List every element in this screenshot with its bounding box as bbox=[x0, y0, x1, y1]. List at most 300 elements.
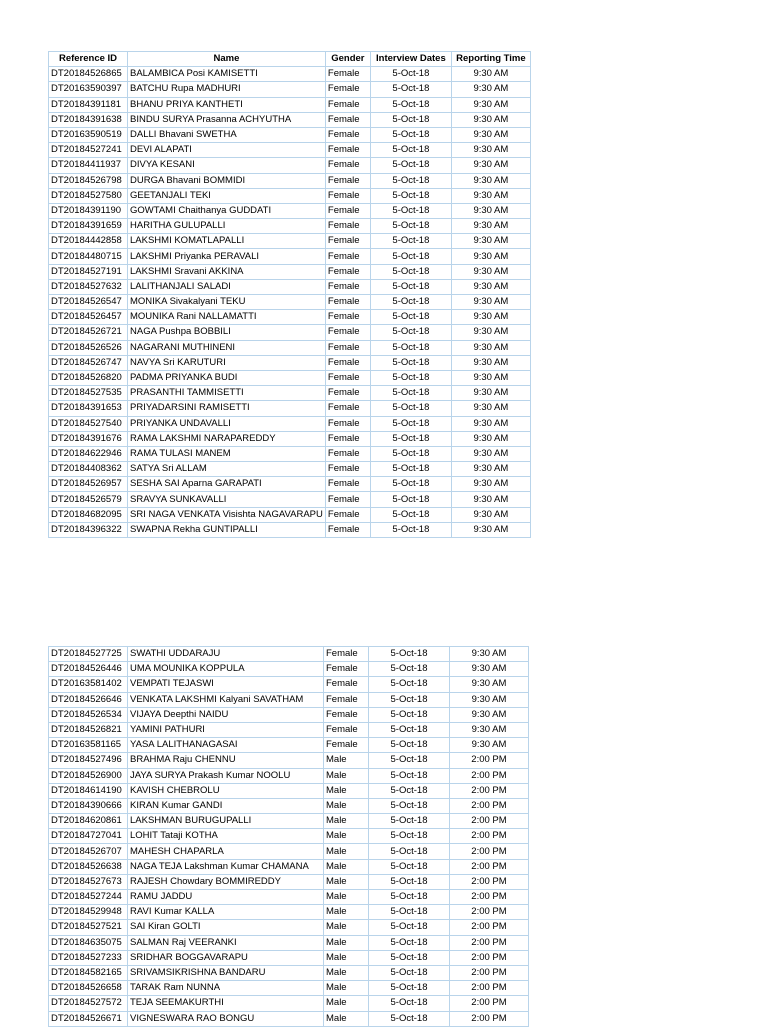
cell-reference-id: DT20184527244 bbox=[49, 890, 128, 905]
cell-gender: Female bbox=[325, 477, 370, 492]
table-row bbox=[49, 279, 531, 294]
cell-interview-date: 5-Oct-18 bbox=[369, 844, 450, 859]
cell-reporting-time: 9:30 AM bbox=[450, 677, 529, 692]
cell-gender: Male bbox=[324, 829, 369, 844]
table-row bbox=[49, 340, 531, 355]
cell-reference-id: DT20184620861 bbox=[49, 814, 128, 829]
cell-reporting-time: 9:30 AM bbox=[451, 234, 530, 249]
cell-interview-date: 5-Oct-18 bbox=[370, 264, 451, 279]
cell-gender: Male bbox=[324, 874, 369, 889]
table-row bbox=[49, 127, 531, 142]
cell-reporting-time: 9:30 AM bbox=[450, 647, 529, 662]
cell-gender: Female bbox=[325, 522, 370, 537]
cell-reference-id: DT20184526865 bbox=[49, 67, 128, 82]
cell-reference-id: DT20184526821 bbox=[49, 722, 128, 737]
cell-name: BALAMBICA Posi KAMISETTI bbox=[128, 67, 326, 82]
cell-reference-id: DT20184526820 bbox=[49, 370, 128, 385]
cell-interview-date: 5-Oct-18 bbox=[369, 707, 450, 722]
cell-interview-date: 5-Oct-18 bbox=[370, 325, 451, 340]
cell-interview-date: 5-Oct-18 bbox=[369, 814, 450, 829]
cell-name: MAHESH CHAPARLA bbox=[128, 844, 324, 859]
cell-name: DEVI ALAPATI bbox=[128, 143, 326, 158]
cell-reference-id: DT20184391653 bbox=[49, 401, 128, 416]
table-row bbox=[49, 647, 529, 662]
cell-gender: Female bbox=[325, 143, 370, 158]
table-row bbox=[49, 920, 529, 935]
cell-reference-id: DT20184682095 bbox=[49, 507, 128, 522]
cell-interview-date: 5-Oct-18 bbox=[370, 370, 451, 385]
cell-reporting-time: 9:30 AM bbox=[451, 67, 530, 82]
cell-name: SRIVAMSIKRISHNA BANDARU bbox=[128, 965, 324, 980]
cell-reference-id: DT20184391181 bbox=[49, 97, 128, 112]
cell-interview-date: 5-Oct-18 bbox=[370, 203, 451, 218]
cell-interview-date: 5-Oct-18 bbox=[370, 127, 451, 142]
cell-interview-date: 5-Oct-18 bbox=[370, 522, 451, 537]
table-row bbox=[49, 492, 531, 507]
table-row bbox=[49, 905, 529, 920]
cell-interview-date: 5-Oct-18 bbox=[369, 722, 450, 737]
cell-gender: Female bbox=[325, 462, 370, 477]
cell-reference-id: DT20184526658 bbox=[49, 981, 128, 996]
cell-reporting-time: 9:30 AM bbox=[451, 401, 530, 416]
cell-interview-date: 5-Oct-18 bbox=[370, 507, 451, 522]
cell-name: SESHA SAI Aparna GARAPATI bbox=[128, 477, 326, 492]
cell-interview-date: 5-Oct-18 bbox=[369, 996, 450, 1011]
cell-interview-date: 5-Oct-18 bbox=[370, 401, 451, 416]
table-row bbox=[49, 370, 531, 385]
cell-gender: Male bbox=[324, 996, 369, 1011]
candidate-table-page-1 bbox=[48, 51, 531, 538]
table-row bbox=[49, 738, 529, 753]
cell-reference-id: DT20184526534 bbox=[49, 707, 128, 722]
table-row bbox=[49, 890, 529, 905]
cell-interview-date: 5-Oct-18 bbox=[370, 279, 451, 294]
cell-interview-date: 5-Oct-18 bbox=[369, 738, 450, 753]
cell-interview-date: 5-Oct-18 bbox=[369, 935, 450, 950]
cell-gender: Female bbox=[324, 677, 369, 692]
cell-gender: Female bbox=[325, 310, 370, 325]
cell-interview-date: 5-Oct-18 bbox=[369, 662, 450, 677]
cell-reporting-time: 2:00 PM bbox=[450, 920, 529, 935]
table-row bbox=[49, 219, 531, 234]
cell-gender: Female bbox=[325, 416, 370, 431]
cell-name: MONIKA Sivakalyani TEKU bbox=[128, 295, 326, 310]
cell-gender: Female bbox=[325, 82, 370, 97]
cell-gender: Male bbox=[324, 981, 369, 996]
cell-reporting-time: 2:00 PM bbox=[450, 829, 529, 844]
cell-name: LAKSHMAN BURUGUPALLI bbox=[128, 814, 324, 829]
cell-reference-id: DT20163581165 bbox=[49, 738, 128, 753]
cell-interview-date: 5-Oct-18 bbox=[370, 355, 451, 370]
table-row bbox=[49, 446, 531, 461]
table-row bbox=[49, 295, 531, 310]
cell-name: LAKSHMI KOMATLAPALLI bbox=[128, 234, 326, 249]
cell-reference-id: DT20184527241 bbox=[49, 143, 128, 158]
cell-gender: Male bbox=[324, 920, 369, 935]
table-row bbox=[49, 82, 531, 97]
cell-name: VIGNESWARA RAO BONGU bbox=[128, 1011, 324, 1026]
cell-interview-date: 5-Oct-18 bbox=[370, 219, 451, 234]
cell-reference-id: DT20184526646 bbox=[49, 692, 128, 707]
table-row bbox=[49, 783, 529, 798]
header-interview-dates: Interview Dates bbox=[370, 52, 451, 67]
header-reporting-time: Reporting Time bbox=[451, 52, 530, 67]
cell-reporting-time: 9:30 AM bbox=[451, 507, 530, 522]
cell-name: VEMPATI TEJASWI bbox=[128, 677, 324, 692]
cell-name: PRIYADARSINI RAMISETTI bbox=[128, 401, 326, 416]
cell-name: GOWTAMI Chaithanya GUDDATI bbox=[128, 203, 326, 218]
table-row bbox=[49, 996, 529, 1011]
cell-interview-date: 5-Oct-18 bbox=[370, 158, 451, 173]
cell-name: PRIYANKA UNDAVALLI bbox=[128, 416, 326, 431]
cell-reference-id: DT20184527540 bbox=[49, 416, 128, 431]
cell-name: PRASANTHI TAMMISETTI bbox=[128, 386, 326, 401]
cell-interview-date: 5-Oct-18 bbox=[370, 234, 451, 249]
cell-reference-id: DT20184527673 bbox=[49, 874, 128, 889]
cell-reference-id: DT20184622946 bbox=[49, 446, 128, 461]
cell-interview-date: 5-Oct-18 bbox=[369, 874, 450, 889]
cell-interview-date: 5-Oct-18 bbox=[370, 173, 451, 188]
table-row bbox=[49, 950, 529, 965]
cell-reference-id: DT20184526900 bbox=[49, 768, 128, 783]
cell-reference-id: DT20184527496 bbox=[49, 753, 128, 768]
cell-reference-id: DT20184391638 bbox=[49, 112, 128, 127]
cell-interview-date: 5-Oct-18 bbox=[370, 416, 451, 431]
cell-reporting-time: 9:30 AM bbox=[451, 97, 530, 112]
cell-name: TARAK Ram NUNNA bbox=[128, 981, 324, 996]
cell-gender: Female bbox=[325, 279, 370, 294]
cell-gender: Female bbox=[325, 401, 370, 416]
table-row bbox=[49, 401, 531, 416]
cell-interview-date: 5-Oct-18 bbox=[369, 677, 450, 692]
cell-gender: Female bbox=[325, 507, 370, 522]
table-row bbox=[49, 844, 529, 859]
cell-gender: Female bbox=[324, 662, 369, 677]
cell-reference-id: DT20184526547 bbox=[49, 295, 128, 310]
cell-gender: Male bbox=[324, 798, 369, 813]
cell-gender: Female bbox=[325, 340, 370, 355]
cell-reference-id: DT20184635075 bbox=[49, 935, 128, 950]
cell-reporting-time: 9:30 AM bbox=[451, 522, 530, 537]
cell-name: RAVI Kumar KALLA bbox=[128, 905, 324, 920]
table-row bbox=[49, 67, 531, 82]
cell-name: VIJAYA Deepthi NAIDU bbox=[128, 707, 324, 722]
cell-gender: Female bbox=[324, 722, 369, 737]
table-row bbox=[49, 522, 531, 537]
table-row bbox=[49, 325, 531, 340]
cell-reporting-time: 9:30 AM bbox=[451, 325, 530, 340]
cell-name: SRI NAGA VENKATA Visishta NAGAVARAPU bbox=[128, 507, 326, 522]
candidate-table-page-2 bbox=[48, 646, 529, 1027]
cell-interview-date: 5-Oct-18 bbox=[369, 950, 450, 965]
table-row bbox=[49, 310, 531, 325]
cell-name: RAMA TULASI MANEM bbox=[128, 446, 326, 461]
cell-name: UMA MOUNIKA KOPPULA bbox=[128, 662, 324, 677]
cell-interview-date: 5-Oct-18 bbox=[370, 431, 451, 446]
cell-name: RAJESH Chowdary BOMMIREDDY bbox=[128, 874, 324, 889]
cell-gender: Female bbox=[325, 355, 370, 370]
cell-gender: Female bbox=[325, 158, 370, 173]
cell-reference-id: DT20184526671 bbox=[49, 1011, 128, 1026]
cell-name: NAGARANI MUTHINENI bbox=[128, 340, 326, 355]
table-row bbox=[49, 97, 531, 112]
cell-name: MOUNIKA Rani NALLAMATTI bbox=[128, 310, 326, 325]
cell-interview-date: 5-Oct-18 bbox=[369, 965, 450, 980]
cell-reporting-time: 9:30 AM bbox=[450, 707, 529, 722]
cell-gender: Female bbox=[325, 97, 370, 112]
cell-interview-date: 5-Oct-18 bbox=[370, 462, 451, 477]
cell-gender: Male bbox=[324, 935, 369, 950]
table-row bbox=[49, 814, 529, 829]
cell-reporting-time: 9:30 AM bbox=[451, 477, 530, 492]
cell-reporting-time: 9:30 AM bbox=[451, 82, 530, 97]
cell-reference-id: DT20184527191 bbox=[49, 264, 128, 279]
cell-gender: Male bbox=[324, 905, 369, 920]
cell-reporting-time: 9:30 AM bbox=[451, 386, 530, 401]
cell-name: PADMA PRIYANKA BUDI bbox=[128, 370, 326, 385]
table-row bbox=[49, 264, 531, 279]
cell-reference-id: DT20184582165 bbox=[49, 965, 128, 980]
table-row bbox=[49, 935, 529, 950]
cell-name: DIVYA KESANI bbox=[128, 158, 326, 173]
cell-name: YASA LALITHANAGASAI bbox=[128, 738, 324, 753]
cell-reporting-time: 9:30 AM bbox=[451, 249, 530, 264]
table-row bbox=[49, 249, 531, 264]
table-row bbox=[49, 462, 531, 477]
cell-reference-id: DT20184727041 bbox=[49, 829, 128, 844]
cell-interview-date: 5-Oct-18 bbox=[369, 859, 450, 874]
table-row bbox=[49, 355, 531, 370]
cell-reporting-time: 2:00 PM bbox=[450, 768, 529, 783]
cell-gender: Female bbox=[325, 295, 370, 310]
cell-reference-id: DT20184527632 bbox=[49, 279, 128, 294]
cell-reporting-time: 2:00 PM bbox=[450, 874, 529, 889]
table-header-row bbox=[49, 52, 531, 67]
table-row bbox=[49, 981, 529, 996]
cell-name: LAKSHMI Priyanka PERAVALI bbox=[128, 249, 326, 264]
cell-interview-date: 5-Oct-18 bbox=[369, 1011, 450, 1026]
table-row bbox=[49, 692, 529, 707]
cell-name: JAYA SURYA Prakash Kumar NOOLU bbox=[128, 768, 324, 783]
cell-gender: Female bbox=[325, 386, 370, 401]
cell-reference-id: DT20184442858 bbox=[49, 234, 128, 249]
table-body bbox=[49, 67, 531, 538]
cell-interview-date: 5-Oct-18 bbox=[370, 295, 451, 310]
cell-interview-date: 5-Oct-18 bbox=[370, 340, 451, 355]
cell-name: DALLI Bhavani SWETHA bbox=[128, 127, 326, 142]
table-row bbox=[49, 112, 531, 127]
cell-gender: Male bbox=[324, 890, 369, 905]
table-row bbox=[49, 188, 531, 203]
cell-name: RAMA LAKSHMI NARAPAREDDY bbox=[128, 431, 326, 446]
cell-reference-id: DT20184526638 bbox=[49, 859, 128, 874]
cell-interview-date: 5-Oct-18 bbox=[370, 477, 451, 492]
cell-gender: Female bbox=[325, 249, 370, 264]
cell-name: KAVISH CHEBROLU bbox=[128, 783, 324, 798]
cell-reference-id: DT20184526457 bbox=[49, 310, 128, 325]
cell-gender: Male bbox=[324, 844, 369, 859]
cell-name: BINDU SURYA Prasanna ACHYUTHA bbox=[128, 112, 326, 127]
cell-name: BATCHU Rupa MADHURI bbox=[128, 82, 326, 97]
cell-gender: Female bbox=[325, 203, 370, 218]
table-row bbox=[49, 203, 531, 218]
cell-reporting-time: 2:00 PM bbox=[450, 783, 529, 798]
cell-reporting-time: 9:30 AM bbox=[451, 340, 530, 355]
table-row bbox=[49, 386, 531, 401]
cell-gender: Male bbox=[324, 965, 369, 980]
cell-gender: Male bbox=[324, 753, 369, 768]
cell-reference-id: DT20184527725 bbox=[49, 647, 128, 662]
cell-reference-id: DT20163590397 bbox=[49, 82, 128, 97]
cell-reporting-time: 9:30 AM bbox=[451, 127, 530, 142]
cell-name: YAMINI PATHURI bbox=[128, 722, 324, 737]
cell-gender: Female bbox=[325, 325, 370, 340]
cell-gender: Female bbox=[324, 738, 369, 753]
cell-reference-id: DT20184526526 bbox=[49, 340, 128, 355]
cell-gender: Female bbox=[325, 264, 370, 279]
table-row bbox=[49, 416, 531, 431]
cell-reporting-time: 2:00 PM bbox=[450, 859, 529, 874]
cell-reporting-time: 9:30 AM bbox=[451, 462, 530, 477]
cell-reporting-time: 9:30 AM bbox=[450, 692, 529, 707]
cell-name: VENKATA LAKSHMI Kalyani SAVATHAM bbox=[128, 692, 324, 707]
cell-gender: Male bbox=[324, 768, 369, 783]
cell-name: DURGA Bhavani BOMMIDI bbox=[128, 173, 326, 188]
cell-gender: Female bbox=[325, 431, 370, 446]
cell-reporting-time: 9:30 AM bbox=[451, 370, 530, 385]
cell-reporting-time: 9:30 AM bbox=[451, 264, 530, 279]
cell-reference-id: DT20184527572 bbox=[49, 996, 128, 1011]
cell-interview-date: 5-Oct-18 bbox=[369, 753, 450, 768]
table-row bbox=[49, 143, 531, 158]
cell-interview-date: 5-Oct-18 bbox=[370, 492, 451, 507]
cell-reporting-time: 2:00 PM bbox=[450, 753, 529, 768]
cell-reporting-time: 9:30 AM bbox=[451, 295, 530, 310]
cell-reporting-time: 2:00 PM bbox=[450, 950, 529, 965]
cell-reference-id: DT20184526798 bbox=[49, 173, 128, 188]
cell-reporting-time: 2:00 PM bbox=[450, 981, 529, 996]
cell-gender: Female bbox=[325, 188, 370, 203]
cell-interview-date: 5-Oct-18 bbox=[369, 981, 450, 996]
cell-reporting-time: 2:00 PM bbox=[450, 798, 529, 813]
cell-name: LAKSHMI Sravani AKKINA bbox=[128, 264, 326, 279]
cell-name: SAI Kiran GOLTI bbox=[128, 920, 324, 935]
cell-reference-id: DT20184527580 bbox=[49, 188, 128, 203]
cell-reference-id: DT20184391659 bbox=[49, 219, 128, 234]
cell-reference-id: DT20184527535 bbox=[49, 386, 128, 401]
table-row bbox=[49, 829, 529, 844]
cell-name: SRAVYA SUNKAVALLI bbox=[128, 492, 326, 507]
cell-reference-id: DT20184391676 bbox=[49, 431, 128, 446]
table-row bbox=[49, 707, 529, 722]
cell-interview-date: 5-Oct-18 bbox=[369, 783, 450, 798]
cell-reporting-time: 9:30 AM bbox=[450, 738, 529, 753]
cell-gender: Female bbox=[324, 707, 369, 722]
cell-reference-id: DT20184480715 bbox=[49, 249, 128, 264]
cell-name: GEETANJALI TEKI bbox=[128, 188, 326, 203]
cell-interview-date: 5-Oct-18 bbox=[370, 249, 451, 264]
cell-gender: Male bbox=[324, 814, 369, 829]
cell-name: TEJA SEEMAKURTHI bbox=[128, 996, 324, 1011]
table-row bbox=[49, 477, 531, 492]
cell-interview-date: 5-Oct-18 bbox=[370, 188, 451, 203]
cell-name: NAVYA Sri KARUTURI bbox=[128, 355, 326, 370]
header-reference-id: Reference ID bbox=[49, 52, 128, 67]
table-row bbox=[49, 234, 531, 249]
cell-reference-id: DT20184527521 bbox=[49, 920, 128, 935]
cell-name: LOHIT Tataji KOTHA bbox=[128, 829, 324, 844]
cell-reference-id: DT20184527233 bbox=[49, 950, 128, 965]
cell-reporting-time: 9:30 AM bbox=[451, 188, 530, 203]
cell-name: SALMAN Raj VEERANKI bbox=[128, 935, 324, 950]
table-body bbox=[49, 647, 529, 1027]
cell-reporting-time: 9:30 AM bbox=[451, 203, 530, 218]
cell-reporting-time: 2:00 PM bbox=[450, 1011, 529, 1026]
cell-reporting-time: 9:30 AM bbox=[451, 310, 530, 325]
cell-interview-date: 5-Oct-18 bbox=[369, 829, 450, 844]
cell-reporting-time: 2:00 PM bbox=[450, 965, 529, 980]
cell-name: SWAPNA Rekha GUNTIPALLI bbox=[128, 522, 326, 537]
cell-gender: Female bbox=[324, 692, 369, 707]
cell-gender: Male bbox=[324, 859, 369, 874]
cell-reporting-time: 2:00 PM bbox=[450, 996, 529, 1011]
cell-interview-date: 5-Oct-18 bbox=[369, 692, 450, 707]
cell-interview-date: 5-Oct-18 bbox=[370, 112, 451, 127]
cell-name: HARITHA GULUPALLI bbox=[128, 219, 326, 234]
header-gender: Gender bbox=[325, 52, 370, 67]
cell-reporting-time: 2:00 PM bbox=[450, 844, 529, 859]
cell-reference-id: DT20184526957 bbox=[49, 477, 128, 492]
cell-reporting-time: 9:30 AM bbox=[451, 431, 530, 446]
cell-reference-id: DT20184408362 bbox=[49, 462, 128, 477]
cell-interview-date: 5-Oct-18 bbox=[370, 97, 451, 112]
cell-reporting-time: 9:30 AM bbox=[451, 219, 530, 234]
cell-gender: Female bbox=[325, 370, 370, 385]
cell-interview-date: 5-Oct-18 bbox=[369, 647, 450, 662]
table-row bbox=[49, 798, 529, 813]
cell-reporting-time: 9:30 AM bbox=[451, 355, 530, 370]
cell-reporting-time: 9:30 AM bbox=[450, 722, 529, 737]
cell-reporting-time: 9:30 AM bbox=[451, 416, 530, 431]
cell-name: RAMU JADDU bbox=[128, 890, 324, 905]
cell-reference-id: DT20184526721 bbox=[49, 325, 128, 340]
table-row bbox=[49, 662, 529, 677]
cell-gender: Female bbox=[324, 647, 369, 662]
cell-reporting-time: 2:00 PM bbox=[450, 814, 529, 829]
table-row bbox=[49, 768, 529, 783]
cell-interview-date: 5-Oct-18 bbox=[370, 82, 451, 97]
cell-reporting-time: 9:30 AM bbox=[451, 492, 530, 507]
cell-reporting-time: 9:30 AM bbox=[451, 112, 530, 127]
cell-name: BHANU PRIYA KANTHETI bbox=[128, 97, 326, 112]
cell-gender: Female bbox=[325, 492, 370, 507]
cell-reporting-time: 9:30 AM bbox=[451, 158, 530, 173]
cell-reference-id: DT20163590519 bbox=[49, 127, 128, 142]
table-row bbox=[49, 965, 529, 980]
table-row bbox=[49, 753, 529, 768]
cell-gender: Female bbox=[325, 112, 370, 127]
cell-name: SRIDHAR BOGGAVARAPU bbox=[128, 950, 324, 965]
cell-gender: Male bbox=[324, 950, 369, 965]
cell-name: LALITHANJALI SALADI bbox=[128, 279, 326, 294]
cell-reporting-time: 9:30 AM bbox=[450, 662, 529, 677]
table-row bbox=[49, 874, 529, 889]
cell-reference-id: DT20184390666 bbox=[49, 798, 128, 813]
cell-gender: Female bbox=[325, 446, 370, 461]
cell-reference-id: DT20184526579 bbox=[49, 492, 128, 507]
cell-interview-date: 5-Oct-18 bbox=[370, 310, 451, 325]
cell-name: KIRAN Kumar GANDI bbox=[128, 798, 324, 813]
